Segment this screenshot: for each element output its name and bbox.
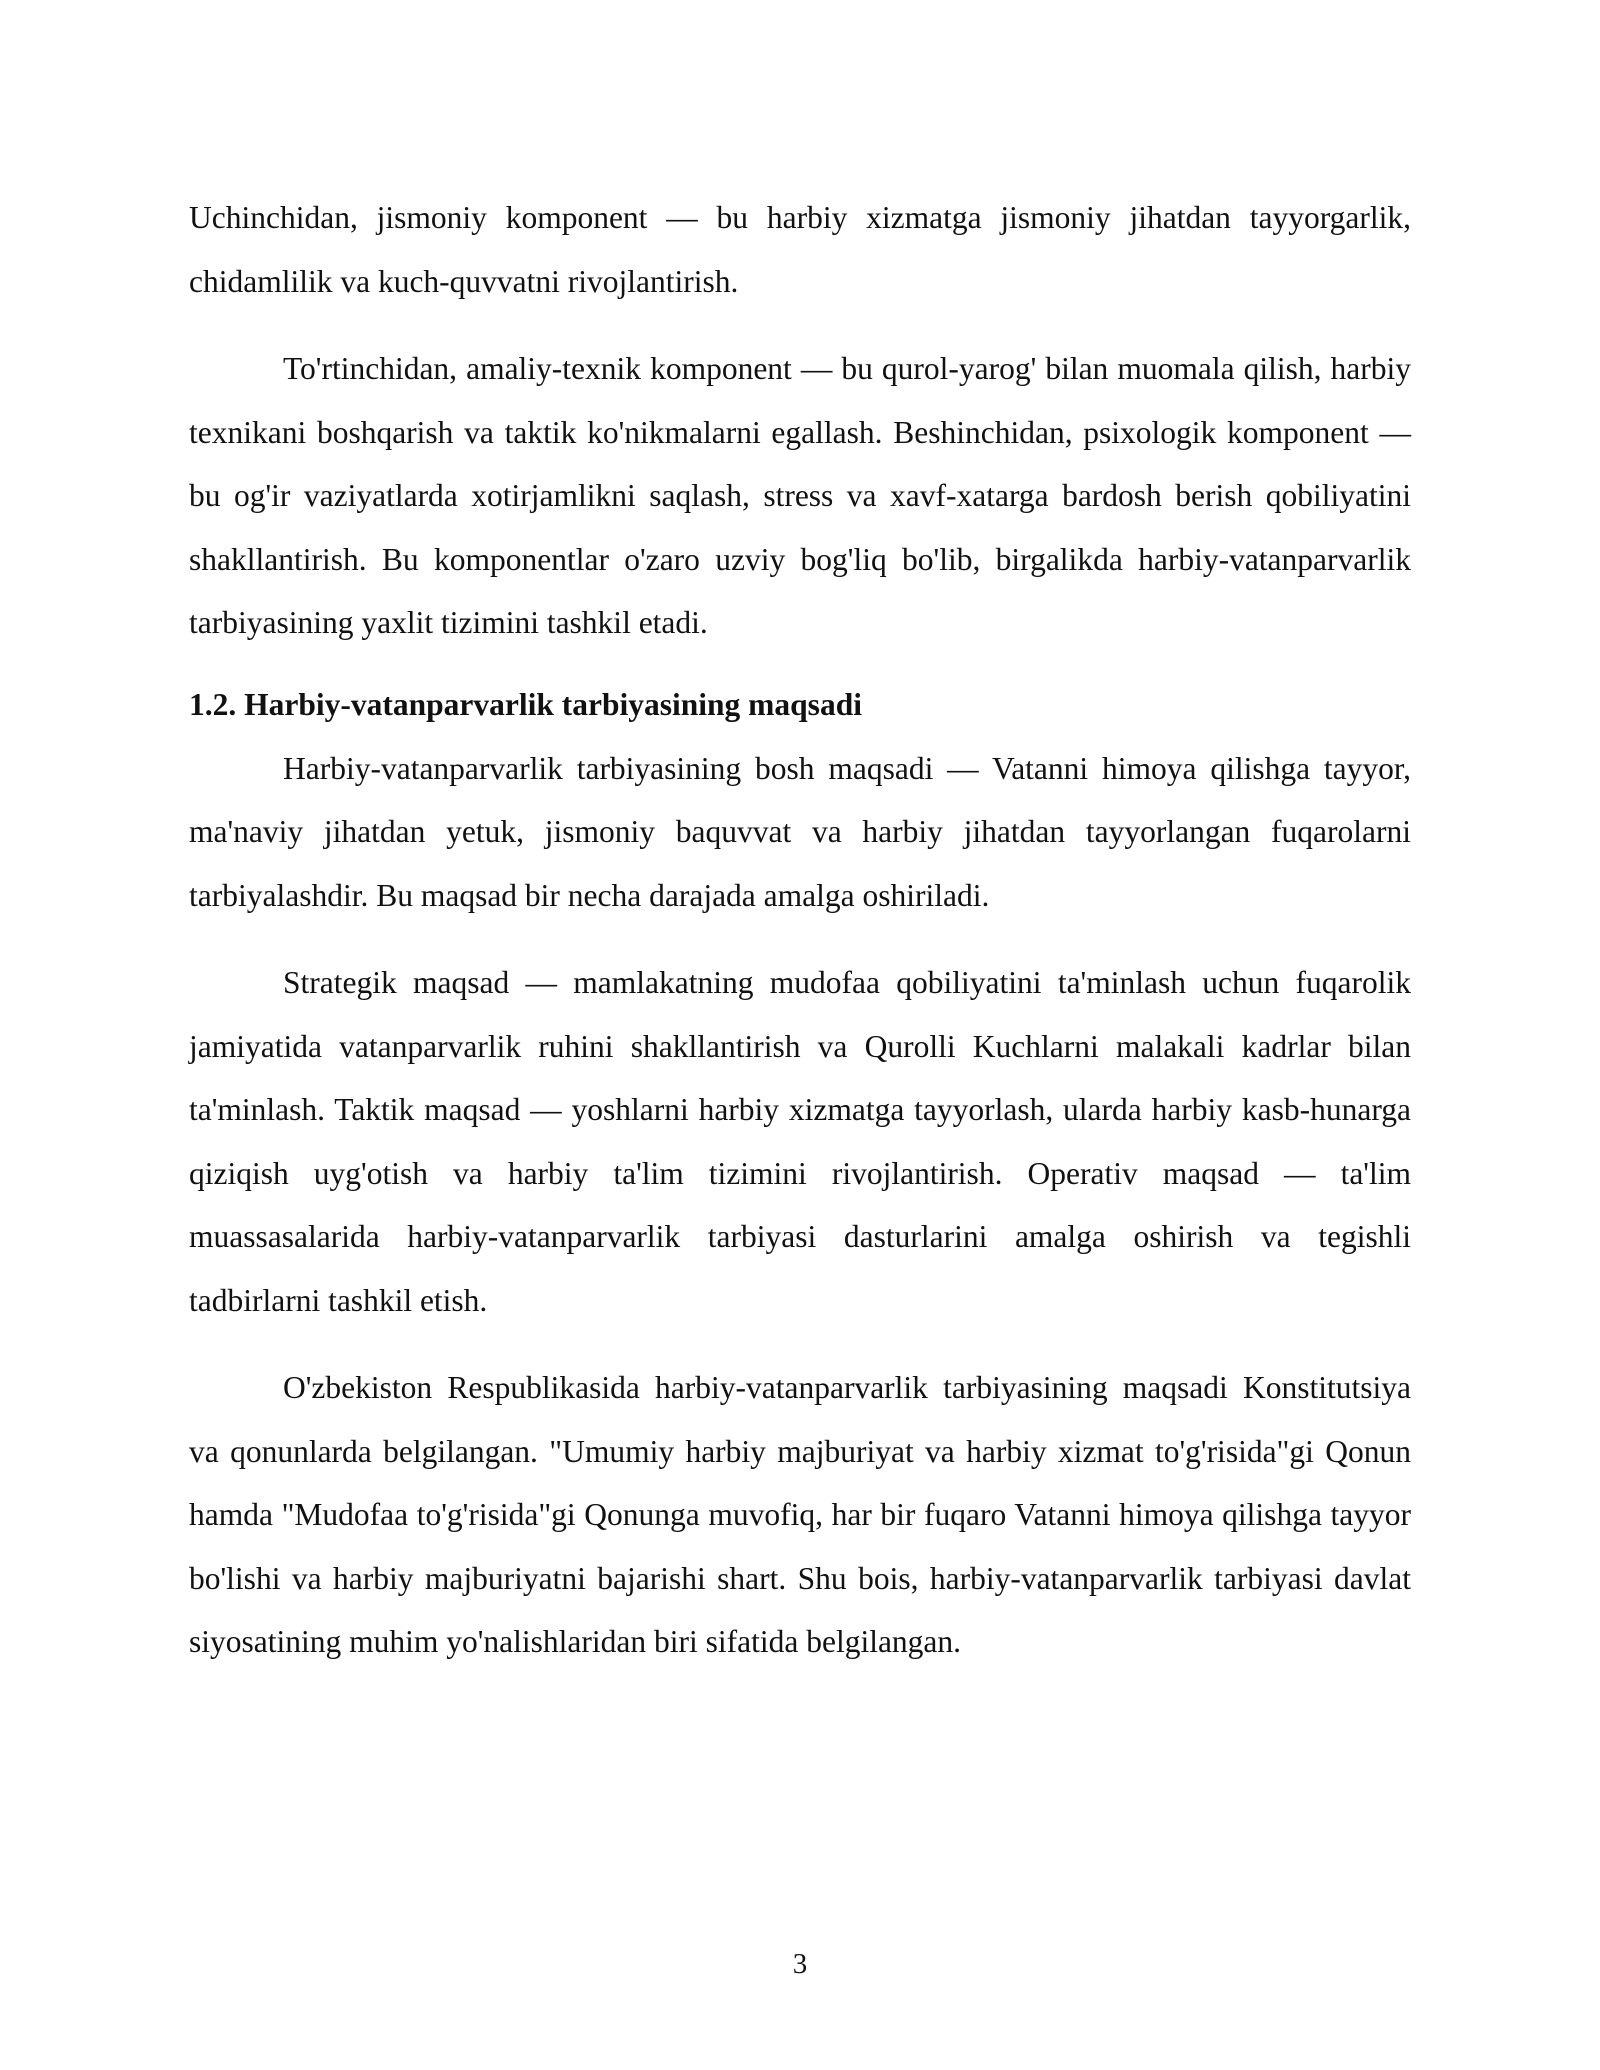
paragraph-technical-psychological-component: To'rtinchidan, amaliy-texnik komponent — bu qurol-yarog' bilan muomala qilish, harbiy texnikani boshqarish va taktik ko'nikmalarni egallash. Beshinchidan, psixologik komponent — bu og'ir vaziyatlarda xotirjamlikni saqlash, stress va xavf-xatarga bardosh berish qobiliyatini shakllantirish. Bu komponentlar o'zaro uzviy bog'liq bo'lib, birgalikda harbiy-vatanparvarlik tarbiyasining yaxlit tizimini tashkil etadi. bbox=[189, 351, 1411, 640]
document-page bbox=[189, 186, 1411, 1674]
paragraph-physical-component: Uchinchidan, jismoniy komponent — bu harbiy xizmatga jismoniy jihatdan tayyorgarlik, chidamlilik va kuch-quvvatni rivojlantirish. bbox=[189, 200, 1411, 299]
paragraph-main-goal: Harbiy-vatanparvarlik tarbiyasining bosh maqsadi — Vatanni himoya qilishga tayyor, ma'naviy jihatdan yetuk, jismoniy baquvvat va harbiy jihatdan tayyorlangan fuqarolarni tarbiyalashdir. Bu maqsad bir necha darajada amalga oshiriladi. bbox=[189, 750, 1411, 913]
page-number: 3 bbox=[792, 1948, 808, 1980]
section-heading: 1.2. Harbiy-vatanparvarlik tarbiyasining maqsadi bbox=[189, 686, 862, 722]
paragraph-legal-basis: O'zbekiston Respublikasida harbiy-vatanparvarlik tarbiyasining maqsadi Konstitutsiya va qonunlarda belgilangan. "Umumiy harbiy majburiyat va harbiy xizmat to'g'risida"gi Qonun hamda "Mudofaa to'g'risida"gi Qonunga muvofiq, har bir fuqaro Vatanni himoya qilishga tayyor bo'lishi va harbiy majburiyatni bajarishi shart. Shu bois, harbiy-vatanparvarlik tarbiyasi davlat siyosatining muhim yo'nalishlaridan biri sifatida belgilangan. bbox=[189, 1370, 1411, 1659]
paragraph-goal-levels: Strategik maqsad — mamlakatning mudofaa qobiliyatini ta'minlash uchun fuqarolik jamiyatida vatanparvarlik ruhini shakllantirish va Qurolli Kuchlarni malakali kadrlar bilan ta'minlash. Taktik maqsad — yoshlarni harbiy xizmatga tayyorlash, ularda harbiy kasb-hunarga qiziqish uyg'otish va harbiy ta'lim tizimini rivojlantirish. Operativ maqsad — ta'lim muassasalarida harbiy-vatanparvarlik tarbiyasi dasturlarini amalga oshirish va tegishli tadbirlarni tashkil etish. bbox=[189, 965, 1411, 1318]
